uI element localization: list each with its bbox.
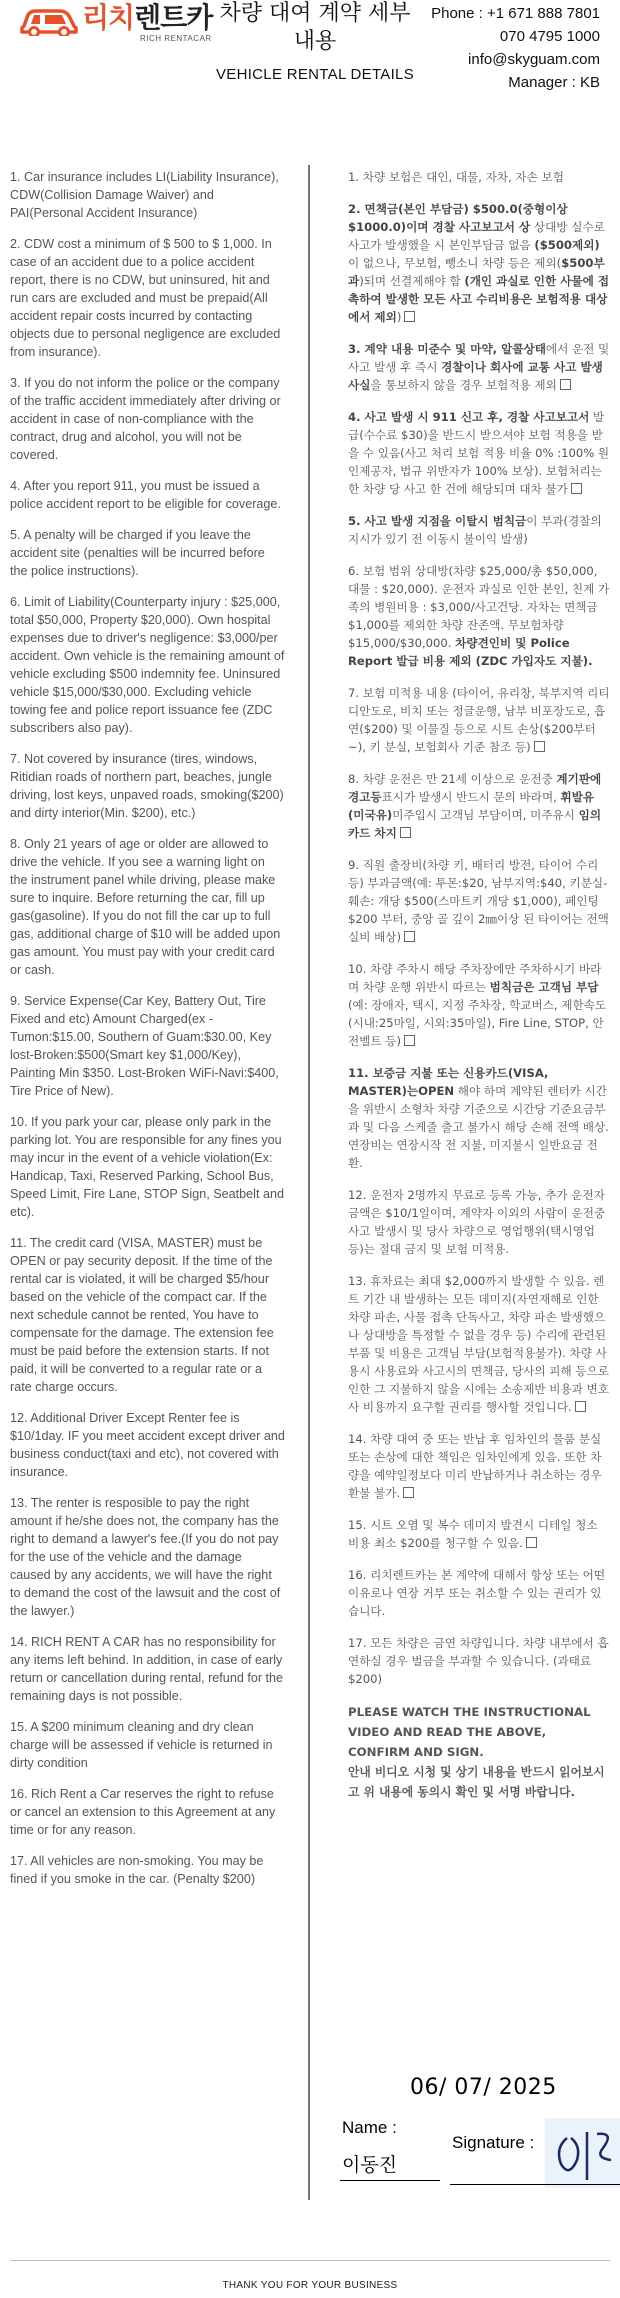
term-text-segment: 상대방 실수로 사고가 발생했을 시 본인부담금 없음 [348,220,609,252]
term-text-segment: 경찰이나 회사에 교통 사고 발생 사실 [348,360,607,392]
term-text-segment: 미주입시 고객님 부담이며, 미주유시 [392,808,579,822]
term-text-segment: 17. 모든 차량은 금연 차량입니다. 차량 내부에서 흡연하실 경우 벌금을 부과할 수 있습니다. (과태료 $200) [348,1636,609,1686]
term-text-segment: 임의 카드 차지 [348,808,606,840]
term-text-segment: 차량견인비 및 Police Report 발급 비용 제외 (ZDC 가입자도 지불). [348,636,593,668]
term-item-en-17: 17. All vehicles are non-smoking. You may be fined if you smoke in the car. (Penalty $200) [10,1854,264,1886]
term-item-en-3: 3. If you do not inform the police or the company of the traffic accident immediately after driving or accident in case of non-compliance with the contract, drug and alcohol, you will not be covered. [10,376,281,462]
term-text-segment: 13. 휴차료는 최대 $2,000까지 발생할 수 있음. 렌트 기간 내 발생하는 모든 데미지(자연재해로 인한 차량 파손, 사물 접촉 단독사고, 차량 파손 발생했으나 상대방을 특정할 수 없을 경우 등) 수리에 관련된 부품 및 비용은 고객님 부담(보험적용불가). 차량 사용시 사용료와 사고시의 면책금, 당사의 피해 등으로 인한 그 지불하지 않을 시에는 소송제반 비용과 변호사 비용까지 요구할 권리를 행사할 것입니다. [348,1274,613,1414]
term-item-en-8: 8. Only 21 years of age or older are allowed to drive the vehicle. If you see a warning light on the instrument panel while driving, please make sure to inquire. Before returning the car, fill up gas(gasoline). If you do not fill the car up to full gas, additional charge of $10 will be added upon gas amount. You must pay with your credit card or cash. [10,837,281,977]
instruction-notice-korean: 안내 비디오 시청 및 상기 내용을 반드시 읽어보시고 위 내용에 동의시 확인 및 서명 바랍니다. [348,1765,605,1799]
term-text-segment: 6. 보험 범위 상대방(차량 $25,000/총 $50,000, 대물 : $20,000). 운전자 과실로 인한 본인, 친계 가족의 병원비용 : $3,000/사고건당. 자차는 면책금 $1,000를 제외한 차량 잔존액. 무보험차량 $15,000/$30,000. [348,564,610,650]
instruction-notice-english: PLEASE WATCH THE INSTRUCTIONAL VIDEO AND READ THE ABOVE, CONFIRM AND SIGN. [348,1705,591,1759]
term-item-ko-8 [348,770,610,842]
page-header [0,0,620,95]
term-item-en-13: 13. The renter is resposible to pay the right amount if he/she does not, the company has the right to demand a lawyer's fee.(If you do not pay for the use of the vehicle and the damage caused by any accidents, we will have the right to demand the cost of the lawsuit and the cost of the lawyer.) [10,1496,281,1618]
contact-email: info@skyguam.com [468,51,600,68]
term-item-en-2: 2. CDW cost a minimum of $ 500 to $ 1,000. In case of an accident due to a police accident report, there is no CDW, but uninsured, hit and run cars are excluded and must be prepaid(All accident repair costs incurred by contacting objects due to personal negligence are excluded from insurance). [10,237,281,359]
handwritten-signature-icon [545,2118,620,2188]
agree-checkbox[interactable] [404,931,415,942]
car-logo-icon [18,2,80,36]
term-text-segment: 10. 차량 주차시 해당 주차장에만 주차하시기 바라며 차량 운행 위반시 따르는 [348,962,602,994]
term-item-ko-4 [348,408,610,498]
signing-date: 06/ 07/ 2025 [410,2075,557,2100]
term-text-segment: (예: 장애자, 택시, 지정 주차장, 학교버스, 제한속도(시내:25마일, 시외:35마일), Fire Line, STOP, 안전벨트 등) [348,980,607,1048]
page-title-english: VEHICLE RENTAL DETAILS [215,66,415,83]
signature-pad[interactable] [545,2118,620,2188]
term-item-en-1: 1. Car insurance includes LI(Liability Insurance), CDW(Collision Damage Waiver) and PAI(Personal Accident Insurance) [10,170,279,220]
term-item-en-16: 16. Rich Rent a Car reserves the right to refuse or cancel an extension to this Agreement at any time or for any reason. [10,1787,276,1837]
term-text-segment: ) [396,310,402,324]
term-text-segment: 11. 보증금 지불 또는 신용카드(VISA, MASTER)는OPEN [348,1066,553,1098]
agree-checkbox[interactable] [571,483,582,494]
name-underline [340,2180,440,2181]
contact-info [431,2,600,94]
term-text-segment: 에서 운전 및 사고 발생 후 즉시 [348,342,613,374]
term-item-en-10: 10. If you park your car, please only park in the parking lot. You are responsible for any fines you may incur in the event of a vehicle violation(Ex: Handicap, Taxi, Reserved Parking, School Bus, Speed Limit, Fire Lane, STOP Sign, Seatbelt and etc). [10,1115,284,1219]
column-divider [308,165,310,2200]
term-item-ko-12 [348,1186,610,1258]
term-text-segment: 3. 계약 내용 미준수 및 마약, 알콜상태 [348,342,546,356]
agree-checkbox[interactable] [404,1035,415,1046]
term-item-ko-17 [348,1634,610,1688]
term-item-ko-6 [348,562,610,670]
term-text-segment: 범칙금은 고객님 부담 [489,980,599,994]
term-text-segment: (개인 과실로 인한 사물에 접촉하여 발생한 모든 사고 수리비용은 보험적용 대상에서 제외 [348,274,610,324]
instruction-notice [348,1702,610,1802]
agree-checkbox[interactable] [403,1487,414,1498]
korean-terms-items [348,168,613,1688]
term-text-segment: 표시가 발생시 반드시 문의 바라며, [381,790,561,804]
term-item-en-7: 7. Not covered by insurance (tires, windows, Ritidian roads of northern part, beaches, jungle driving, lost keys, unpaved roads, smoking($200) and dirty interior(Min. $200), etc.) [10,752,284,820]
term-text-segment: ($500제외) [534,238,600,252]
agree-checkbox[interactable] [400,827,411,838]
term-text-segment: 을 통보하지 않을 경우 보험적용 제외 [370,378,557,392]
term-item-ko-14 [348,1430,610,1502]
term-item-en-6: 6. Limit of Liability(Counterparty injury : $25,000, total $50,000, Property $20,000). Own hospital expenses due to driver's negligence: $3,000/per accident. Own vehicle is the remaining amount of vehicle excluding $500 indemnity fee. Uninsured vehicle $15,000/$30,000. Excluding vehicle towing fee and police report issuance fee (ZDC subscribers also pay). [10,595,285,735]
term-text-segment: 4. 사고 발생 시 911 신고 후, 경찰 사고보고서 [348,410,590,424]
agree-checkbox[interactable] [404,311,415,322]
term-item-ko-2 [348,200,610,326]
contact-manager: Manager : KB [508,74,600,91]
english-terms-list [10,168,285,1901]
term-text-segment: 15. 시트 오염 및 복수 데미지 발견시 디테일 청소 비용 최소 $200를 청구할 수 있음. [348,1518,602,1550]
name-field[interactable]: 이동진 [342,2154,398,2176]
term-item-en-14: 14. RICH RENT A CAR has no responsibility for any items left behind. In addition, in case of early return or cancellation during rental, refund for the remaining days is not possible. [10,1635,284,1703]
footer-divider [10,2260,610,2261]
term-item-en-11: 11. The credit card (VISA, MASTER) must be OPEN or pay security deposit. If the time of the rental car is violated, it will be charged $5/hour based on the vehicle of the compact car. If the next schedule cannot be rented, You have to compensate for the damage. The extension fee must be paid before the extension starts. If not paid, it will be converted to a regular rate or a rate charge occurs. [10,1236,274,1394]
page-title-korean: 차량 대여 계약 세부 내용 [219,1,411,54]
term-item-ko-3 [348,340,613,394]
agree-checkbox[interactable] [575,1401,586,1412]
footer-text: THANK YOU FOR YOUR BUSINESS [222,2280,398,2291]
term-text-segment: 8. 차량 운전은 만 21세 이상으로 운전중 [348,772,557,786]
term-text-segment: 5. 사고 발생 지점을 이탈시 범칙금 [348,514,527,528]
term-text-segment: 7. 보험 미적용 내용 (타이어, 유리창, 북부지역 리티디안도로, 비치 또는 정글운행, 남부 비포장도로, 흡연($200) 및 이물질 등으로 시트 손상($200부터~), 키 분실, 보험회사 기준 참조 등) [348,686,610,754]
term-item-ko-1 [348,168,610,186]
term-text-segment: 계기판에 경고등 [348,772,606,804]
term-item-en-4: 4. After you report 911, you must be issued a police accident report to be eligible for coverage. [10,479,281,511]
term-item-en-15: 15. A $200 minimum cleaning and dry clean charge will be assessed if vehicle is returned in dirty condition [10,1720,273,1770]
korean-terms-list [348,168,613,1802]
term-item-en-12: 12. Additional Driver Except Renter fee is $10/1day. IF you meet accident except driver and business conduct(taxi and etc), not covered with insurance. [10,1411,285,1479]
company-logo [18,0,218,42]
term-text-segment: 해야 하며 계약된 렌터카 시간을 위반시 소형차 차량 기준으로 시간당 기준요금부과 및 다음 스케줄 출고 불가시 해당 손해 전액 배상. 연장비는 연장시작 전 지불, 미지불시 일반요금 전환. [348,1084,613,1170]
name-label: Name : [342,2118,397,2137]
signature-label: Signature : [452,2133,535,2152]
term-item-ko-5 [348,512,610,548]
term-item-ko-9 [348,856,613,946]
term-item-ko-10 [348,960,610,1050]
term-text-segment: 발급(수수료 $30)을 반드시 받으셔야 보험 적용을 받을 수 있음(사고 처리 보험 적용 비율 0% :100% 원인제공자, 법규 위반자가 100% 보상). 보험처리는 한 차량 당 사고 한 건에 해당되며 대차 불가 [348,410,610,496]
term-text-segment: 9. 직원 출장비(차량 키, 배터리 방전, 타이어 수리등) 부과금액(예: 투몬:$20, 남부지역:$40, 키분실-훼손: 개당 $500(스마트키 개당 $1,000), 페인팅 $200 부터, 중앙 골 깊이 2㎜이상 된 타이어는 전액 실비 배상) [348,858,613,944]
term-item-ko-7 [348,684,610,756]
term-text-segment: 16. 리치렌트카는 본 계약에 대해서 항상 또는 어떤 이유로나 연장 거부 또는 취소할 수 있는 권리가 있습니다. [348,1568,609,1618]
term-item-en-9: 9. Service Expense(Car Key, Battery Out, Tire Fixed and etc) Amount Charged(ex - Tumon:$15.00, Southern of Guam:$30.00, Key lost-Broken:$500(Smart key $1,000/Key), Painting Min $350. Lost-Broken WiFi-Navi:$400, Tire Price of New). [10,994,279,1098]
term-item-ko-15 [348,1516,610,1552]
agree-checkbox[interactable] [526,1537,537,1548]
term-item-ko-16 [348,1566,610,1620]
term-item-ko-11 [348,1064,613,1172]
term-item-ko-13 [348,1272,613,1416]
term-text-segment: 이 없으나, 무보험, 뺑소니 차량 등은 제외( [348,256,562,270]
logo-subtitle: RICH RENTACAR [140,34,212,43]
term-text-segment: 1. 차량 보험은 대인, 대물, 자차, 자손 보험 [348,170,564,184]
term-text-segment: 14. 차량 대여 중 또는 반납 후 임차인의 물품 분실 또는 손상에 대한 책임은 임차인에게 있음. 또한 차량을 예약일정보다 미리 반납하거나 취소하는 경우 환불 불가. [348,1432,606,1500]
contact-phone: Phone : +1 671 888 7801 [431,5,600,22]
term-text-segment: 2. 면책금(본인 부담금) $500.0(중형이상 $1000.0)이며 경찰 사고보고서 상 [348,202,572,234]
term-text-segment: 휘발유(미국유) [348,790,595,822]
term-text-segment: 이 부과(경찰의 지시가 있기 전 이동시 불이익 발생) [348,514,606,546]
agree-checkbox[interactable] [534,741,545,752]
logo-wordmark: 리치렌트카 [82,1,213,34]
term-text-segment: $500부과 [348,256,605,288]
contact-phone-2: 070 4795 1000 [499,28,600,45]
signature-underline [450,2184,620,2185]
term-text-segment: 12. 운전자 2명까지 무료로 등록 가능, 추가 운전자 금액은 $10/1일이며, 계약자 이외의 사람이 운전중 사고 발생시 및 당사 차량으로 영업행위(택시영업 등)는 절대 금지 및 보험 미적용. [348,1188,609,1256]
term-item-en-5: 5. A penalty will be charged if you leave the accident site (penalties will be incurred before the police instructions). [10,528,265,578]
agree-checkbox[interactable] [560,379,571,390]
term-text-segment: )되며 선결제해야 함 [359,274,465,288]
